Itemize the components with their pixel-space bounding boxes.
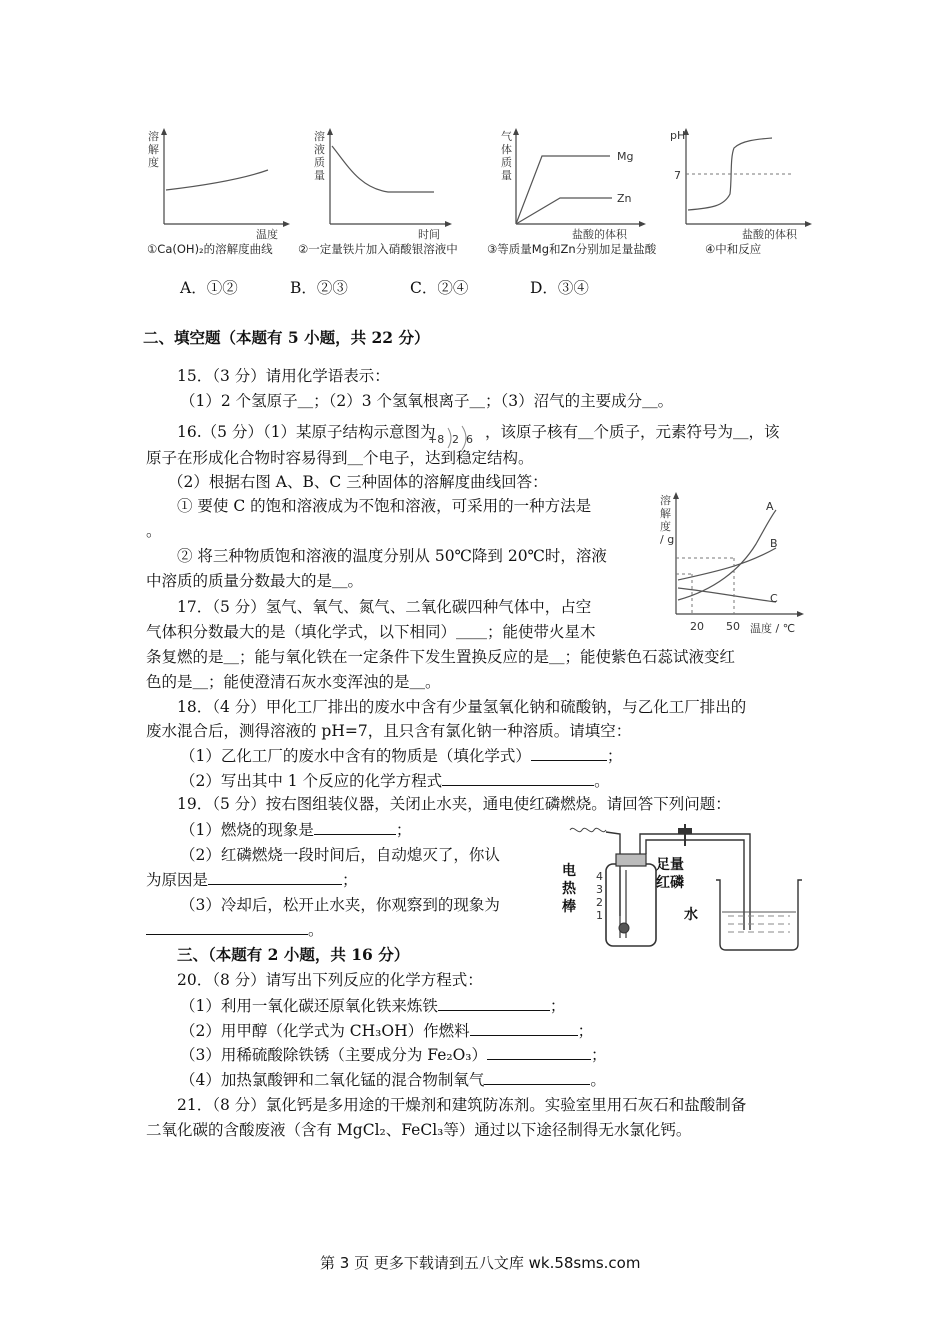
q20-line3: （2）用甲醇（化学式为 CH₃OH）作燃料 ； [180,1022,594,1040]
q21-line1: 21．（8 分）氯化钙是多用途的干燥剂和建筑防冻剂。实验室里用石灰石和盐酸制备 [177,1096,747,1114]
q20-blank-3[interactable] [487,1045,591,1060]
q18-line4: （2）写出其中 1 个反应的化学方程式 。 [180,772,610,790]
atom-shell2: 6 [466,433,473,446]
solubility-plot [664,492,814,622]
q15-line1: 15．（3 分）请用化学语表示： [177,367,390,385]
option-c: C．②④ [410,279,469,297]
q18-blank-1[interactable] [531,746,607,761]
graph-4-tick-7: 7 [674,169,681,182]
graph-4-caption: ④中和反应 [705,242,762,256]
graph-2-caption: ②一定量铁片加入硝酸银溶液中 [298,242,458,256]
solubility-ylabel: 溶 解 度 / g [660,494,675,546]
solubility-series-b: B [770,537,778,550]
q20-blank-4[interactable] [484,1070,590,1085]
q16-line3: （2）根据右图 A、B、C 三种固体的溶解度曲线回答： [168,473,548,491]
q20-blank-1[interactable] [438,996,550,1011]
graph-3-caption: ③等质量Mg和Zn分别加足量盐酸 [487,242,657,256]
solubility-xlabel: 温度 / ℃ [750,622,796,635]
graph-3-series-zn: Zn [617,192,632,205]
graph-1-plot [150,128,290,228]
scale-labels: 4 3 2 1 [596,870,603,922]
option-a: A．①② [180,279,238,297]
q18-blank-2[interactable] [442,771,594,786]
graph-4-xlabel: 盐酸的体积 [742,228,797,241]
graph-3-ylabel: 气 体 质 量 [501,130,512,182]
water-label: 水 [684,907,698,923]
graph-2-ylabel: 溶 液 质 量 [314,130,325,182]
graph-4-plot [672,128,812,228]
section-2-title: 二、填空题（本题有 5 小题，共 22 分） [143,328,430,347]
graph-1-xlabel: 温度 [256,228,278,241]
phosphorus-label: 足量 红磷 [656,857,684,891]
option-b: B．②③ [290,279,348,297]
q16-line7: 中溶质的质量分数最大的是＿。 [146,572,364,590]
q19-line2: （1）燃烧的现象是 ； [180,821,412,839]
q15-line2: （1）2 个氢原子＿；（2）3 个氢氧根离子＿；（3）沼气的主要成分＿。 [180,392,674,410]
q18-line3: （1）乙化工厂的废水中含有的物质是（填化学式） ； [180,747,623,765]
q19-line6: 。 [146,918,324,940]
q17-line4: 色的是＿；能使澄清石灰水变浑浊的是＿。 [146,673,441,691]
option-d: D．③④ [530,279,589,297]
q20-line2: （1）利用一氧化碳还原氧化铁来炼铁 ； [180,997,566,1015]
q17-line3: 条复燃的是＿；能与氧化铁在一定条件下发生置换反应的是＿；能使紫色石蕊试液变红 [146,648,736,666]
section-3-title: 三、（本题有 2 小题，共 16 分） [177,945,410,964]
graph-1-caption: ①Ca(OH)₂的溶解度曲线 [147,242,273,256]
graph-3-xlabel: 盐酸的体积 [572,228,627,241]
graph-1-ylabel: 溶 解 度 [148,130,159,169]
graph-3-series-mg: Mg [617,150,634,163]
q19-line4: 为原因是 ； [146,871,358,889]
q20-line5: （4）加热氯酸钾和二氧化锰的混合物制氧气 。 [180,1071,606,1089]
solubility-series-a: A [766,500,774,513]
q19-blank-3[interactable] [146,920,308,935]
q17-line1: 17．（5 分）氢气、氧气、氮气、二氧化碳四种气体中，占空 [177,598,592,616]
q19-line5: （3）冷却后，松开止水夹，你观察到的现象为 [180,896,500,914]
solubility-tick-50: 50 [726,620,740,633]
q16-line1a: 16.（5 分）（1）某原子结构示意图为 [177,423,436,441]
q19-blank-1[interactable] [314,820,396,835]
solubility-series-c: C [770,592,778,605]
graph-2-plot [316,128,456,228]
q19-line3: （2）红磷燃烧一段时间后，自动熄灭了，你认 [180,846,500,864]
atom-shell1: 2 [452,433,459,446]
q18-line2: 废水混合后，测得溶液的 pH=7，且只含有氯化钠一种溶质。请填空： [146,722,632,740]
q20-line4: （3）用稀硫酸除铁锈（主要成分为 Fe₂O₃） ； [180,1046,607,1064]
q16-line4: ① 要使 C 的饱和溶液成为不饱和溶液，可采用的一种方法是 [177,497,592,515]
q20-line1: 20．（8 分）请写出下列反应的化学方程式： [177,971,483,989]
page-footer: 第 3 页 更多下载请到五八文库 wk.58sms.com [320,1254,641,1272]
q16-line6: ② 将三种物质饱和溶液的温度分别从 50℃降到 20℃时，溶液 [177,547,607,565]
heater-label: 电 热 棒 [562,863,576,915]
q18-line1: 18．（4 分）甲化工厂排出的废水中含有少量氢氧化钠和硫酸钠，与乙化工厂排出的 [177,698,747,716]
q16-line1b: ，该原子核有＿个质子，元素符号为＿，该 [485,423,780,441]
q16-line2: 原子在形成化合物时容易得到＿个电子，达到稳定结构。 [146,449,534,467]
q21-line2: 二氧化碳的含酸废液（含有 MgCl₂、FeCl₃等）通过以下途径制得无水氯化钙。 [146,1121,692,1139]
graph-4-ylabel: pH [670,129,686,142]
q16-line5: 。 [146,522,162,540]
graph-2-xlabel: 时间 [418,228,440,241]
q19-line1: 19．（5 分）按右图组装仪器，关闭止水夹，通电使红磷燃烧。请回答下列问题： [177,795,731,813]
q19-blank-2[interactable] [208,870,342,885]
graph-3-plot [500,128,650,228]
q20-blank-2[interactable] [470,1021,578,1036]
atom-nucleus: +8 [428,433,445,446]
q17-line2: 气体积分数最大的是（填化学式，以下相同）＿＿；能使带火星木 [146,623,596,641]
solubility-tick-20: 20 [690,620,704,633]
